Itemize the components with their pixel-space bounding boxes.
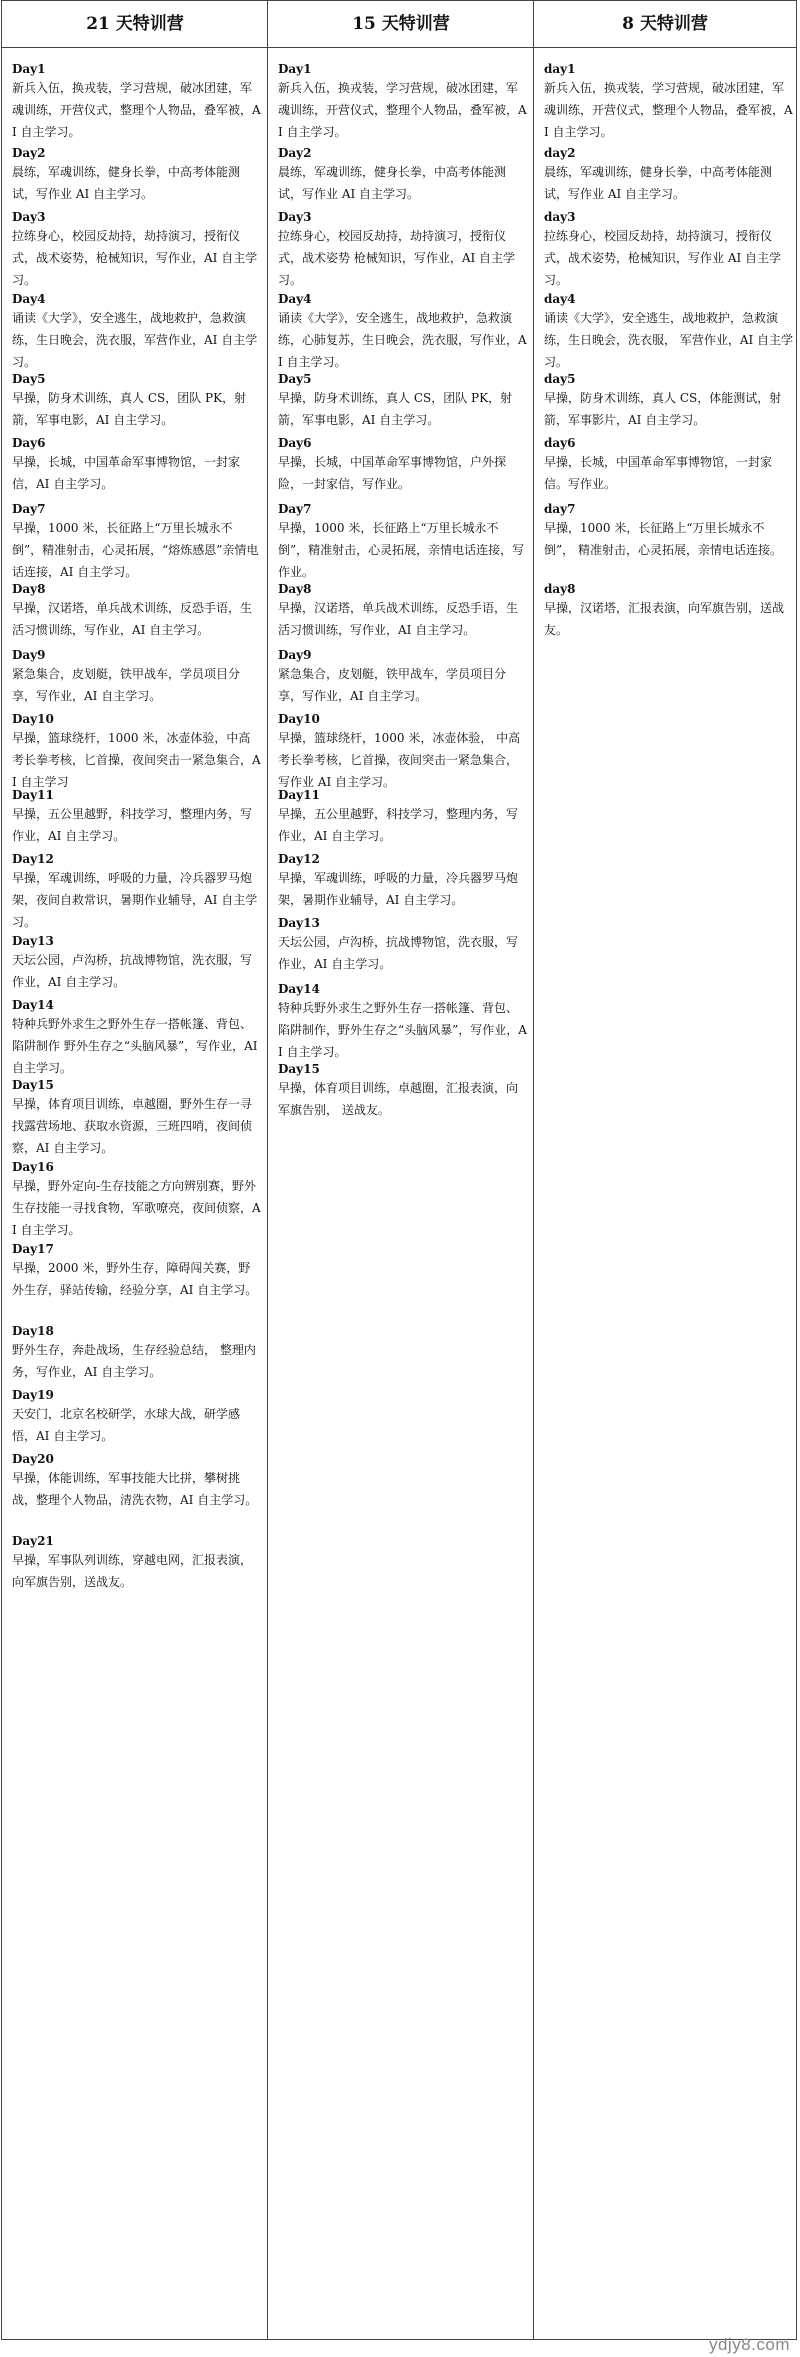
day-entry: [278, 209, 528, 291]
day-entry: [12, 435, 262, 495]
day-entry: [544, 501, 794, 561]
day-title: day8: [544, 582, 576, 596]
day-title: Day1: [278, 62, 312, 76]
day-description: 早操，军事队列训练，穿越电网，汇报表演，向军旗告别，送战友。: [12, 1553, 253, 1589]
day-title: Day10: [12, 712, 54, 726]
day-description: 早操，军魂训练，呼吸的力量，冷兵器罗马炮架，暑期作业辅导，AI 自主学习。: [278, 871, 519, 907]
day-description: 早操，汉诺塔，单兵战术训练，反恐手语，生活习惯训练，写作业，AI 自主学习。: [12, 601, 253, 637]
day-entry: [12, 209, 262, 291]
day-description: 诵读《大学》，安全逃生，战地救护，急救演练，心肺复苏，生日晚会，洗衣服，写作业，AI 自主学习。: [278, 311, 527, 369]
day-entry: [12, 851, 262, 933]
day-description: 早操，体能训练，军事技能大比拼，攀树挑战，整理个人物品，清洗衣物，AI 自主学习。: [12, 1471, 258, 1507]
day-title: day5: [544, 372, 576, 386]
day-entry: [544, 291, 794, 373]
day-title: Day18: [12, 1324, 54, 1338]
day-title: Day11: [12, 788, 54, 802]
day-entry: [544, 61, 794, 143]
day-title: day2: [544, 146, 576, 160]
day-title: Day8: [278, 582, 312, 596]
day-description: 诵读《大学》，安全逃生，战地救护，急救演练，生日晚会，洗衣服， 军营作业，AI 自主学习。: [544, 311, 794, 369]
day-entry: [12, 997, 262, 1079]
day-description: 天安门，北京名校研学，水球大战，研学感悟，AI 自主学习。: [12, 1407, 241, 1443]
day-entry: [278, 61, 528, 143]
day-description: 紧急集合，皮划艇，铁甲战车，学员项目分享，写作业，AI 自主学习。: [278, 667, 507, 703]
day-title: Day14: [278, 982, 320, 996]
day-title: day1: [544, 62, 576, 76]
day-entry: [12, 1387, 262, 1447]
day-title: Day21: [12, 1534, 54, 1548]
day-description: 拉练身心，校园反劫持，劫持演习，授衔仪式，战术姿势，枪械知识，写作业 AI 自主学习。: [544, 229, 782, 287]
day-entry: [12, 501, 262, 583]
day-description: 早操，1000 米，长征路上“万里长城永不倒”，精准射击，心灵拓展，亲情电话连接，写作业。: [278, 521, 525, 579]
day-description: 早操，防身术训练，真人 CS，团队 PK，射箭，军事电影，AI 自主学习。: [12, 391, 247, 427]
day-title: Day12: [278, 852, 320, 866]
day-entry: [278, 435, 528, 495]
day-entry: [278, 915, 528, 975]
camp-schedule-table: [1, 0, 797, 2340]
day-entry: [544, 435, 794, 495]
day-entry: [278, 711, 528, 793]
day-title: day3: [544, 210, 576, 224]
day-description: 早操，五公里越野，科技学习，整理内务，写作业，AI 自主学习。: [12, 807, 253, 843]
day-description: 早操，长城，中国革命军事博物馆，户外探险，一封家信，写作业。: [278, 455, 507, 491]
day-description: 晨练，军魂训练，健身长拳，中高考体能测试，写作业 AI 自主学习。: [12, 165, 241, 201]
day-title: Day15: [12, 1078, 54, 1092]
day-description: 早操，军魂训练，呼吸的力量，冷兵器罗马炮架，夜间自救常识，暑期作业辅导，AI 自主学习。: [12, 871, 258, 929]
day-entry: [278, 787, 528, 847]
day-title: Day10: [278, 712, 320, 726]
day-title: Day8: [12, 582, 46, 596]
day-title: Day6: [278, 436, 312, 450]
day-description: 早操，体育项目训练，卓越圈，野外生存一寻找露营场地、获取水资源，三班四哨，夜间侦察，AI 自主学习。: [12, 1097, 253, 1155]
day-entry: [12, 291, 262, 373]
column-divider: [533, 1, 534, 2339]
day-title: Day2: [278, 146, 312, 160]
day-title: Day1: [12, 62, 46, 76]
day-entry: [278, 981, 528, 1063]
day-entry: [544, 145, 794, 205]
day-description: 诵读《大学》，安全逃生，战地救护，急救演练，生日晚会，洗衣服，军营作业，AI 自主学习。: [12, 311, 258, 369]
day-entry: [12, 933, 262, 993]
day-entry: [278, 851, 528, 911]
day-description: 野外生存，奔赴战场，生存经验总结， 整理内务，写作业，AI 自主学习。: [12, 1343, 256, 1379]
column-divider: [267, 1, 268, 2339]
day-title: Day5: [12, 372, 46, 386]
day-description: 紧急集合，皮划艇，铁甲战车，学员项目分享，写作业，AI 自主学习。: [12, 667, 241, 703]
day-entry: [278, 145, 528, 205]
day-description: 早操，五公里越野，科技学习，整理内务，写作业，AI 自主学习。: [278, 807, 519, 843]
day-title: Day5: [278, 372, 312, 386]
day-title: Day3: [12, 210, 46, 224]
header-15-day: 15 天特训营: [352, 14, 450, 34]
day-description: 早操，防身术训练，真人 CS，体能测试，射箭，军事影片，AI 自主学习。: [544, 391, 782, 427]
day-description: 天坛公园，卢沟桥，抗战博物馆，洗衣服，写作业，AI 自主学习。: [12, 953, 253, 989]
day-entry: [544, 371, 794, 431]
day-entry: [12, 61, 262, 143]
table-header: [2, 1, 796, 48]
day-entry: [12, 787, 262, 847]
day-title: Day17: [12, 1242, 54, 1256]
day-title: Day13: [278, 916, 320, 930]
day-description: 早操，体育项目训练，卓越圈，汇报表演，向军旗告别， 送战友。: [278, 1081, 519, 1117]
day-entry: [12, 145, 262, 205]
day-description: 特种兵野外求生之野外生存一搭帐篷、背包、陷阱制作 野外生存之“头脑风暴”，写作业，AI 自主学习。: [12, 1017, 258, 1075]
day-entry: [12, 1241, 262, 1301]
day-description: 新兵入伍，换戎装，学习营规，破冰团建，军魂训练，开营仪式，整理个人物品，叠军被，AI 自主学习。: [544, 81, 793, 139]
day-entry: [12, 1159, 262, 1241]
day-description: 早操，1000 米，长征路上“万里长城永不倒”，精准射击，心灵拓展，“熔炼感恩”亲情电话连接，AI 自主学习。: [12, 521, 259, 579]
day-title: Day12: [12, 852, 54, 866]
day-title: day7: [544, 502, 576, 516]
day-title: Day14: [12, 998, 54, 1012]
day-description: 拉练身心，校园反劫持，劫持演习，授衔仪式，战术姿势，枪械知识，写作业，AI 自主学习。: [12, 229, 258, 287]
day-title: Day6: [12, 436, 46, 450]
day-entry: [278, 501, 528, 583]
day-title: Day7: [12, 502, 46, 516]
day-entry: [12, 647, 262, 707]
day-description: 早操，长城，中国革命军事博物馆，一封家信，AI 自主学习。: [12, 455, 241, 491]
day-description: 晨练，军魂训练，健身长拳，中高考体能测试，写作业 AI 自主学习。: [278, 165, 507, 201]
watermark: ydjy8.com: [708, 2335, 790, 2354]
day-entry: [544, 581, 794, 641]
day-entry: [12, 1451, 262, 1511]
day-entry: [12, 711, 262, 793]
header-21-day: 21 天特训营: [86, 14, 184, 34]
day-description: 早操，野外定向-生存技能之方向辨别赛，野外生存技能一寻找食物，军歌嘹亮，夜间侦察，AI 自主学习。: [12, 1179, 261, 1237]
day-title: Day3: [278, 210, 312, 224]
day-entry: [278, 291, 528, 373]
day-title: Day19: [12, 1388, 54, 1402]
day-description: 新兵入伍，换戎装，学习营规，破冰团建，军魂训练，开营仪式，整理个人物品，叠军被，AI 自主学习。: [278, 81, 527, 139]
day-entry: [278, 371, 528, 431]
day-entry: [544, 209, 794, 291]
day-description: 早操，防身术训练，真人 CS，团队 PK，射箭，军事电影，AI 自主学习。: [278, 391, 513, 427]
day-title: Day11: [278, 788, 320, 802]
day-description: 拉练身心，校园反劫持，劫持演习，授衔仪式，战术姿势 枪械知识，写作业，AI 自主学习。: [278, 229, 516, 287]
day-description: 晨练，军魂训练，健身长拳，中高考体能测试，写作业 AI 自主学习。: [544, 165, 773, 201]
day-title: Day9: [12, 648, 46, 662]
day-entry: [12, 1533, 262, 1593]
day-title: day6: [544, 436, 576, 450]
day-entry: [278, 1061, 528, 1121]
day-description: 天坛公园，卢沟桥，抗战博物馆，洗衣服，写作业，AI 自主学习。: [278, 935, 519, 971]
day-description: 特种兵野外求生之野外生存一搭帐篷、背包、陷阱制作，野外生存之“头脑风暴”，写作业，AI 自主学习。: [278, 1001, 527, 1059]
day-description: 早操，1000 米，长征路上“万里长城永不倒”， 精准射击，心灵拓展，亲情电话连接。: [544, 521, 782, 557]
day-title: Day4: [12, 292, 46, 306]
day-entry: [278, 581, 528, 641]
day-entry: [12, 1323, 262, 1383]
day-description: 新兵入伍，换戎装，学习营规，破冰团建，军魂训练，开营仪式，整理个人物品，叠军被，AI 自主学习。: [12, 81, 261, 139]
day-description: 早操，汉诺塔，汇报表演，向军旗告别，送战友。: [544, 601, 785, 637]
day-title: Day15: [278, 1062, 320, 1076]
day-title: Day4: [278, 292, 312, 306]
day-title: day4: [544, 292, 576, 306]
day-description: 早操，2000 米，野外生存，障碍闯关赛，野外生存，驿站传输，经验分享，AI 自主学习。: [12, 1261, 258, 1297]
day-description: 早操，篮球绕杆，1000 米，冰壶体验， 中高考长拳考核，匕首操，夜间突击一紧急集合，写作业 AI 自主学习。: [278, 731, 521, 789]
day-description: 早操，长城，中国革命军事博物馆，一封家信。写作业。: [544, 455, 773, 491]
day-entry: [12, 1077, 262, 1159]
day-description: 早操，汉诺塔，单兵战术训练，反恐手语，生活习惯训练，写作业，AI 自主学习。: [278, 601, 519, 637]
day-description: 早操，篮球绕杆，1000 米，冰壶体验，中高考长拳考核，匕首操，夜间突击一紧急集合，AI 自主学习: [12, 731, 261, 789]
day-title: Day7: [278, 502, 312, 516]
day-title: Day16: [12, 1160, 54, 1174]
day-entry: [278, 647, 528, 707]
day-title: Day2: [12, 146, 46, 160]
day-entry: [12, 581, 262, 641]
header-8-day: 8 天特训营: [622, 14, 708, 34]
day-title: Day13: [12, 934, 54, 948]
day-title: Day9: [278, 648, 312, 662]
day-title: Day20: [12, 1452, 54, 1466]
day-entry: [12, 371, 262, 431]
